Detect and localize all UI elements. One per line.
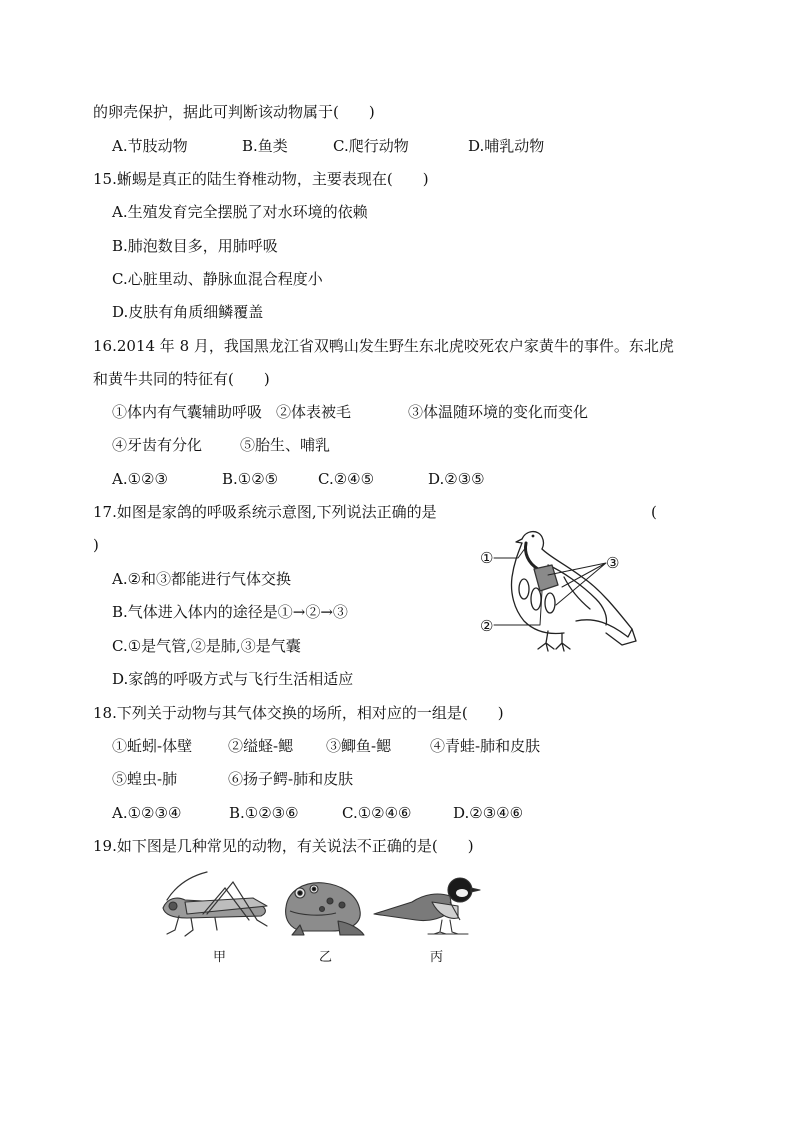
q18-item-6: ⑥扬子鳄-肺和皮肤 — [228, 770, 354, 788]
q18-item-2: ②缢蛏-鳃 — [228, 737, 294, 755]
q18-item-5: ⑤蝗虫-肺 — [112, 770, 178, 788]
pigeon-label-1: ① — [480, 549, 494, 567]
q17-paren-open: ( — [651, 503, 657, 521]
q18-option-d: D.②③④⑥ — [453, 804, 524, 822]
q18-item-1: ①蚯蚓-体壁 — [112, 737, 193, 755]
q16-stem-line2: 和黄牛共同的特征有( ) — [93, 370, 270, 388]
q14-option-a: A.节肢动物 — [112, 137, 188, 155]
frog-figure — [280, 875, 366, 937]
q15-option-a: A.生殖发育完全摆脱了对水环境的依赖 — [112, 203, 368, 221]
q17-option-a: A.②和③都能进行气体交换 — [112, 570, 292, 588]
q16-option-d: D.②③⑤ — [428, 470, 485, 488]
bird-figure — [372, 872, 484, 938]
q16-stem-line1: 16.2014 年 8 月，我国黑龙江省双鸭山发生野生东北虎咬死农户家黄牛的事件。东北虎 — [93, 337, 674, 355]
grasshopper-icon — [157, 868, 275, 940]
q14-option-d: D.哺乳动物 — [468, 137, 545, 155]
q15-stem: 15.蜥蜴是真正的陆生脊椎动物，主要表现在( ) — [93, 170, 429, 188]
bird-icon — [372, 872, 484, 938]
q14-option-c: C.爬行动物 — [333, 137, 409, 155]
q17-option-d: D.家鸽的呼吸方式与飞行生活相适应 — [112, 670, 354, 688]
q18-option-b: B.①②③⑥ — [229, 804, 299, 822]
pigeon-diagram-svg — [478, 525, 638, 655]
q18-option-a: A.①②③④ — [112, 804, 182, 822]
q17-option-c: C.①是气管,②是肺,③是气囊 — [112, 637, 301, 655]
q17-stem: 17.如图是家鸽的呼吸系统示意图,下列说法正确的是 — [93, 503, 437, 521]
q16-option-a: A.①②③ — [112, 470, 168, 488]
q15-option-b: B.肺泡数目多，用肺呼吸 — [112, 237, 278, 255]
q16-option-c: C.②④⑤ — [318, 470, 375, 488]
q15-option-d: D.皮肤有角质细鳞覆盖 — [112, 303, 264, 321]
caption-jia: 甲 — [213, 950, 227, 965]
q14-stem-tail: 的卵壳保护，据此可判断该动物属于( ) — [93, 103, 375, 121]
q16-item-5: ⑤胎生、哺乳 — [240, 436, 331, 454]
q16-item-1: ①体内有气囊辅助呼吸 — [112, 403, 263, 421]
q19-stem: 19.如下图是几种常见的动物，有关说法不正确的是( ) — [93, 837, 474, 855]
q14-option-b: B.鱼类 — [242, 137, 288, 155]
caption-bing: 丙 — [430, 950, 444, 965]
q17-option-b: B.气体进入体内的途径是①→②→③ — [112, 603, 348, 621]
grasshopper-figure — [157, 868, 275, 940]
q18-item-4: ④青蛙-肺和皮肤 — [430, 737, 541, 755]
q15-option-c: C.心脏里动、静脉血混合程度小 — [112, 270, 323, 288]
q18-item-3: ③鲫鱼-鳃 — [326, 737, 392, 755]
q17-paren-close: ) — [93, 536, 99, 554]
q16-item-4: ④牙齿有分化 — [112, 436, 203, 454]
pigeon-label-3: ③ — [606, 554, 620, 572]
pigeon-respiratory-figure — [478, 525, 638, 655]
frog-icon — [280, 875, 366, 937]
q18-stem: 18.下列关于动物与其气体交换的场所，相对应的一组是( ) — [93, 704, 504, 722]
q16-option-b: B.①②⑤ — [222, 470, 279, 488]
caption-yi: 乙 — [319, 950, 333, 965]
q16-item-3: ③体温随环境的变化而变化 — [408, 403, 589, 421]
pigeon-label-2: ② — [480, 617, 494, 635]
q18-option-c: C.①②④⑥ — [342, 804, 412, 822]
q16-item-2: ②体表被毛 — [276, 403, 352, 421]
